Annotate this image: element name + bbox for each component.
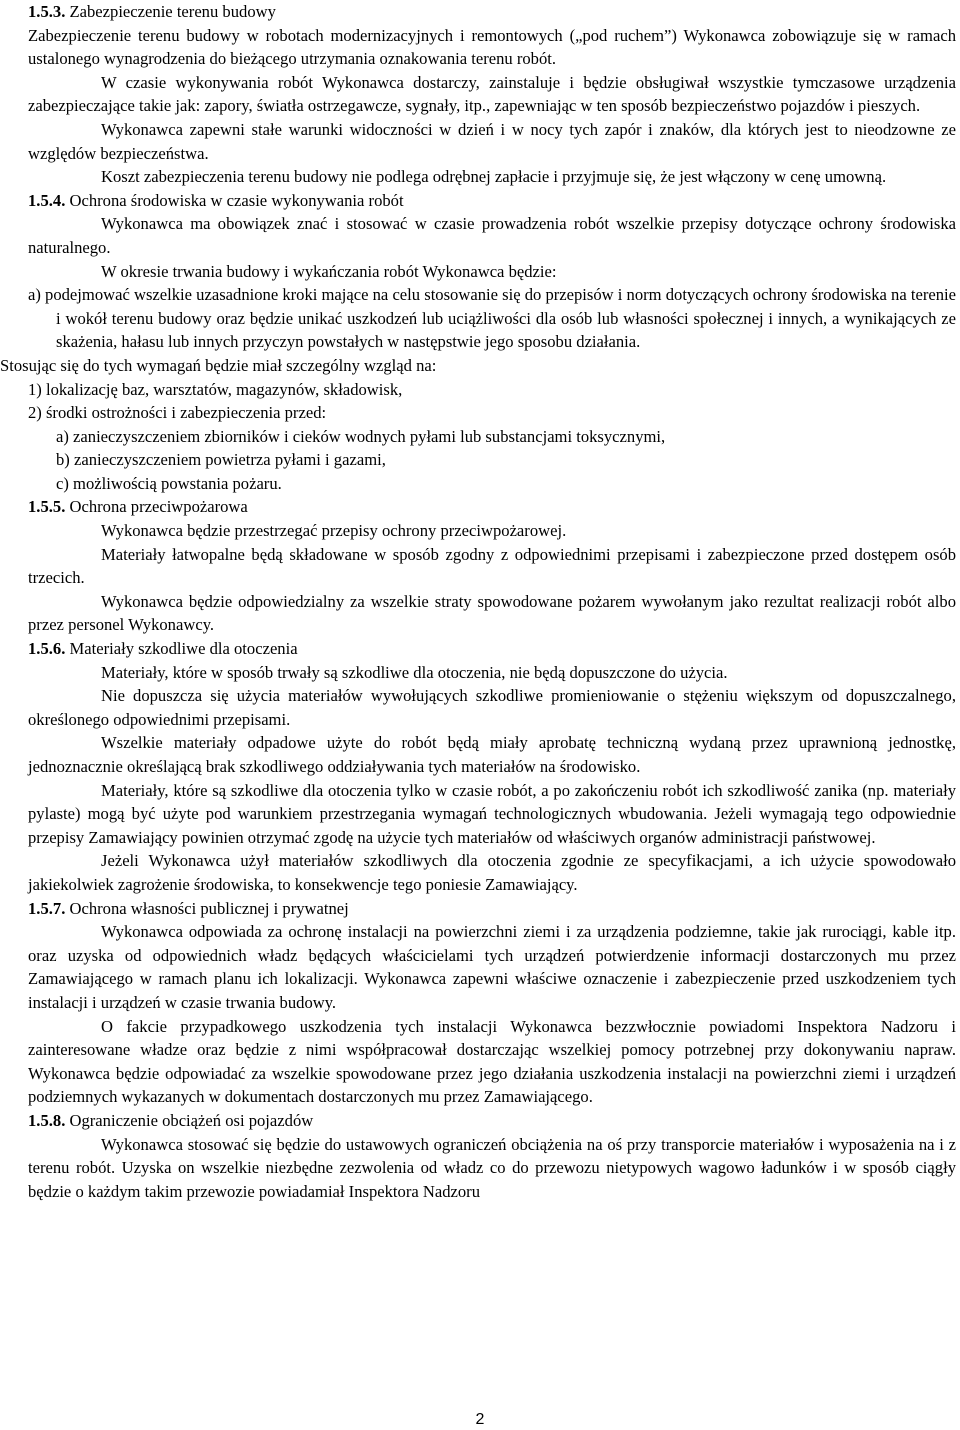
paragraph: Wykonawca odpowiada za ochronę instalacji na powierzchni ziemi i za urządzenia podziemne, takie jak rurociągi, kable itp. oraz uzyska od odpowiednich władz będących właścicielami tych urządzeń potwierdzenie informacji dostarczonych mu przez Zamawiającego w ramach planu ich lokalizacji. Wykonawca zapewni właściwe oznaczenie i zabezpieczenie przed uszkodzeniem tych instalacji i urządzeń w czasie trwania budowy. <box>28 922 956 1012</box>
paragraph: Materiały, które są szkodliwe dla otoczenia tylko w czasie robót, a po zakończeniu robót ich szkodliwość zanika (np. materiały pylaste) mogą być użyte pod warunkiem przestrzegania wymagań technologicznych wbudowania. Jeżeli wymagają tego odpowiednie przepisy Zamawiający powinien otrzymać zgodę na użycie tych materiałów od właściwych organów administracji państwowej. <box>28 780 956 847</box>
section-heading-1-5-3: 1.5.3. Zabezpieczenie terenu budowy <box>28 2 276 21</box>
paragraph: Zabezpieczenie terenu budowy w robotach modernizacyjnych i remontowych („pod ruchem”) Wykonawca zobowiązuje się w ramach ustalonego wynagrodzenia do bieżącego utrzymania oznakowania terenu robót. <box>28 25 956 69</box>
paragraph: Materiały łatwopalne będą składowane w sposób zgodny z odpowiednimi przepisami i zabezpieczone przed dostępem osób trzecich. <box>28 544 956 588</box>
section-heading-1-5-4: 1.5.4. Ochrona środowiska w czasie wykonywania robót <box>28 190 404 210</box>
section-heading-1-5-8: 1.5.8. Ograniczenie obciążeń osi pojazdów <box>28 1110 314 1130</box>
paragraph: Wykonawca ma obowiązek znać i stosować w czasie prowadzenia robót wszelkie przepisy dotyczące ochrony środowiska naturalnego. <box>28 214 956 257</box>
section-heading-1-5-7: 1.5.7. Ochrona własności publicznej i prywatnej <box>28 898 349 918</box>
page-number: 2 <box>475 1411 485 1428</box>
paragraph: W okresie trwania budowy i wykańczania robót Wykonawca będzie: <box>101 261 557 281</box>
list-item: c) możliwością powstania pożaru. <box>56 473 282 493</box>
list-item: b) zanieczyszczeniem powietrza pyłami i gazami, <box>56 450 386 470</box>
paragraph: Jeżeli Wykonawca użył materiałów szkodliwych dla otoczenia zgodnie ze specyfikacjami, a ich użycie spowodowało jakiekolwiek zagrożenie środowiska, to konsekwencje tego poniesie Zamawiający. <box>28 851 956 894</box>
paragraph: Wykonawca będzie przestrzegać przepisy ochrony przeciwpożarowej. <box>101 521 567 541</box>
paragraph: Wszelkie materiały odpadowe użyte do robót będą miały aprobatę techniczną wydaną przez uprawnioną jednostkę, jednoznacznie określającą brak szkodliwego oddziaływania tych materiałów na środowisko. <box>28 733 956 776</box>
list-item: 1) lokalizację baz, warsztatów, magazynów, składowisk, <box>28 379 403 399</box>
section-heading-1-5-6: 1.5.6. Materiały szkodliwe dla otoczenia <box>28 639 298 659</box>
paragraph: Koszt zabezpieczenia terenu budowy nie podlega odrębnej zapłacie i przyjmuje się, że jest włączony w cenę umowną. <box>101 167 887 187</box>
list-item: a) zanieczyszczeniem zbiorników i cieków wodnych pyłami lub substancjami toksycznymi, <box>56 426 666 446</box>
list-item: a) podejmować wszelkie uzasadnione kroki mające na celu stosowanie się do przepisów i norm dotyczących ochrony środowiska na terenie i wokół terenu budowy oraz będzie unikać uszkodzeń lub uciążliwości dla osób lub własności społecznej i innych, a wynikających ze skażenia, hałasu lub innych przyczyn powstałych w następstwie jego sposobu działania. <box>28 285 957 352</box>
paragraph: W czasie wykonywania robót Wykonawca dostarczy, zainstaluje i będzie obsługiwał wszystkie tymczasowe urządzenia zabezpieczające takie jak: zapory, światła ostrzegawcze, sygnały, itp., zapewniając w ten sposób bezpieczeństwo pojazdów i pieszych. <box>28 72 956 116</box>
section-heading-1-5-5: 1.5.5. Ochrona przeciwpożarowa <box>28 497 248 517</box>
paragraph: Wykonawca będzie odpowiedzialny za wszelkie straty spowodowane pożarem wywołanym jako rezultat realizacji robót albo przez personel Wykonawcy. <box>28 591 956 635</box>
paragraph: Stosując się do tych wymagań będzie miał szczególny wzgląd na: <box>0 355 437 375</box>
paragraph: Wykonawca zapewni stałe warunki widoczności w dzień i w nocy tych zapór i znaków, dla których jest to nieodzowne ze względów bezpieczeństwa. <box>28 119 956 163</box>
paragraph: Materiały, które w sposób trwały są szkodliwe dla otoczenia, nie będą dopuszczone do użycia. <box>101 662 728 682</box>
paragraph: Nie dopuszcza się użycia materiałów wywołujących szkodliwe promieniowanie o stężeniu większym od dopuszczalnego, określonego odpowiednimi przepisami. <box>28 686 956 729</box>
paragraph: Wykonawca stosować się będzie do ustawowych ograniczeń obciążenia na oś przy transporcie materiałów i wyposażenia na i z terenu robót. Uzyska on wszelkie niezbędne zezwolenia od władz co do przewozu nietypowych wagowo ładunków i w sposób ciągły będzie o każdym takim przewozie powiadamiał Inspektora Nadzoru <box>28 1134 956 1201</box>
paragraph: O fakcie przypadkowego uszkodzenia tych instalacji Wykonawca bezzwłocznie powiadomi Inspektora Nadzoru i zainteresowane władze oraz będzie z nimi współpracował dostarczając wszelkiej pomocy potrzebnej przy dokonywaniu napraw. Wykonawca będzie odpowiadać za wszelkie spowodowane przez jego działania uszkodzenia instalacji na powierzchni ziemi i urządzeń podziemnych wykazanych w dokumentach dostarczonych mu przez Zamawiającego. <box>28 1016 956 1107</box>
list-item: 2) środki ostrożności i zabezpieczenia przed: <box>28 403 327 423</box>
